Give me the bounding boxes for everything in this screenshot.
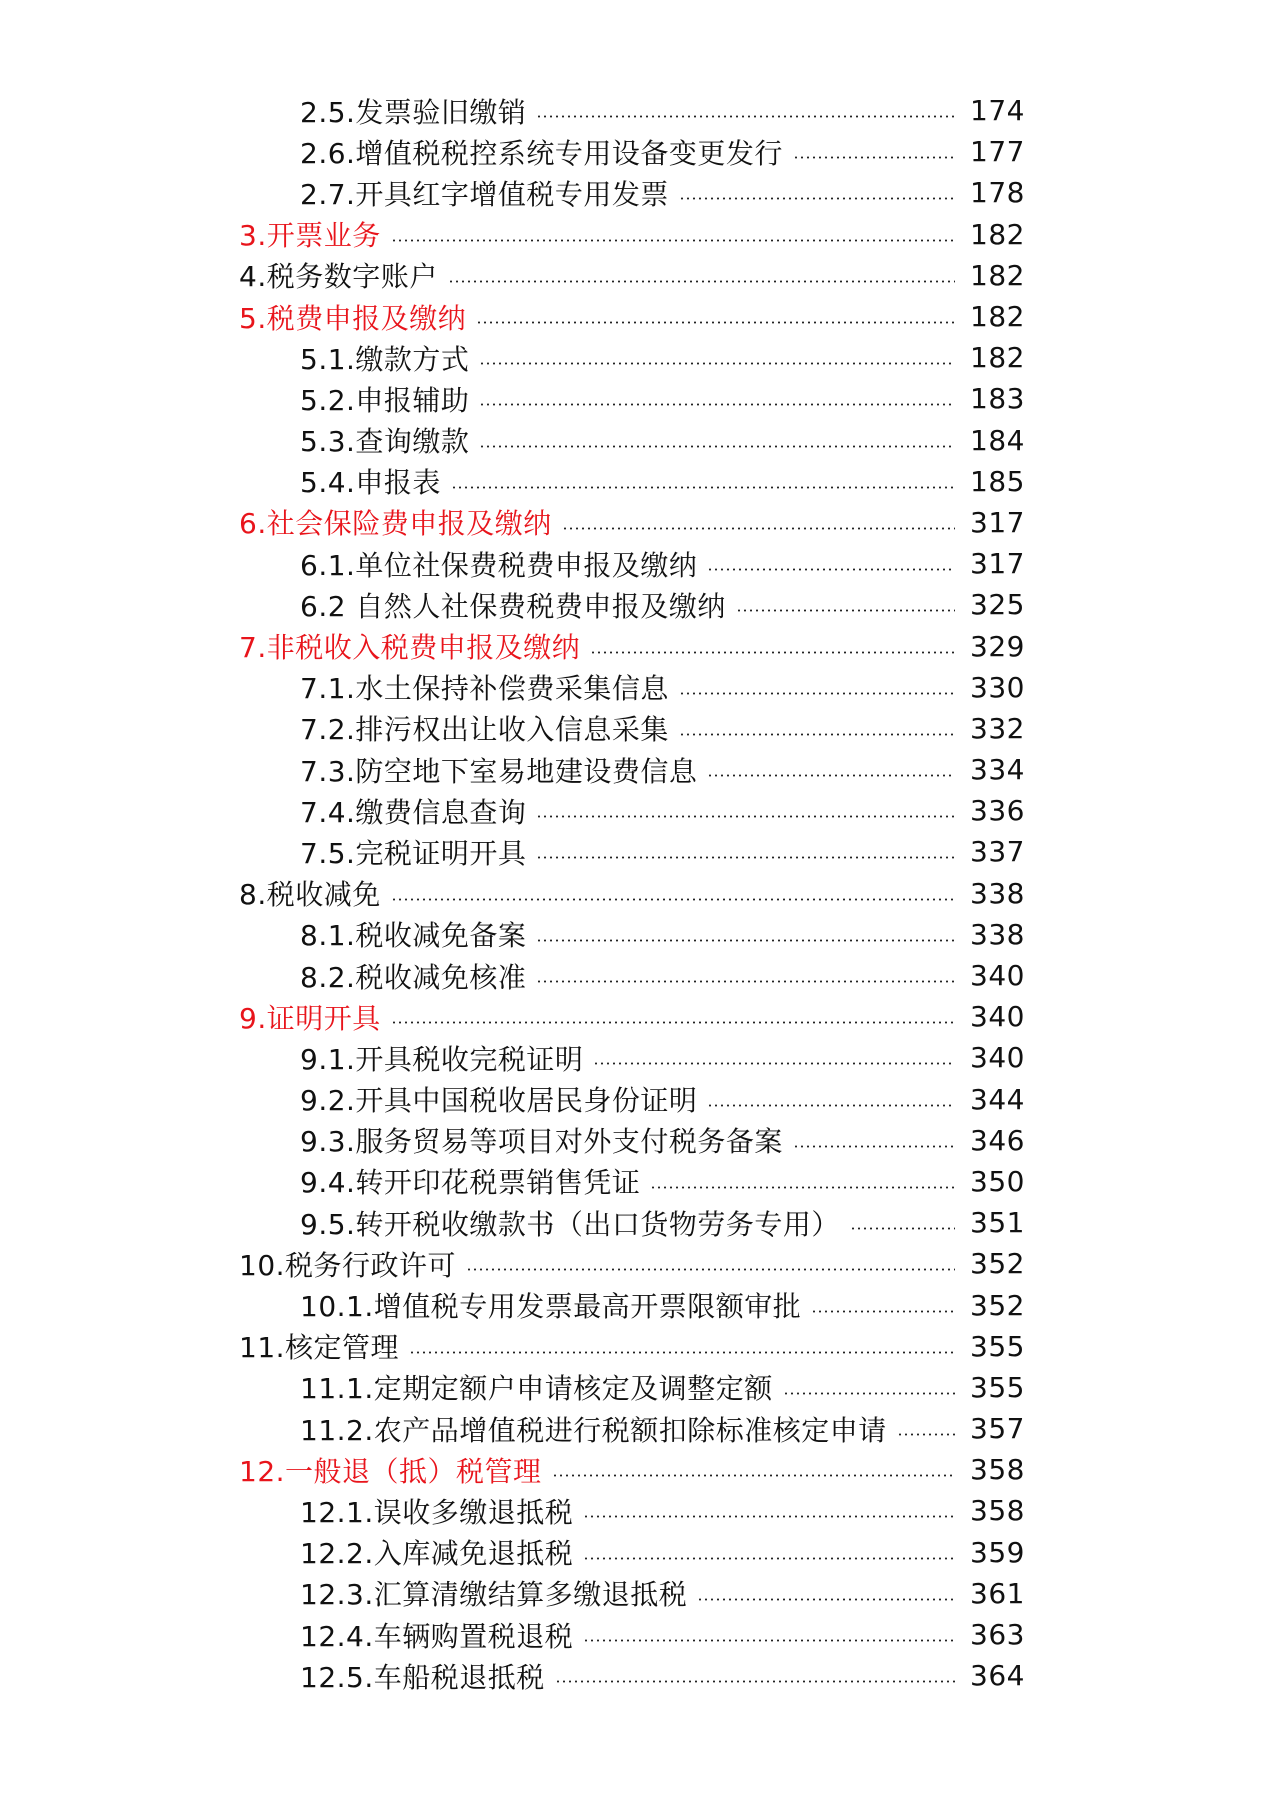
toc-entry-page-number: 351	[970, 1206, 1025, 1240]
toc-entry[interactable]	[0, 1490, 1280, 1531]
toc-entry-page-number: 340	[970, 1000, 1025, 1034]
toc-entry-title: 5.税费申报及缴纳	[239, 301, 467, 335]
toc-entry-page-number: 182	[970, 258, 1025, 292]
toc-entry-title: 7.非税收入税费申报及缴纳	[239, 631, 581, 665]
toc-entry-page-number: 317	[970, 505, 1025, 539]
toc-entry-page-number: 332	[970, 711, 1025, 745]
toc-entry-title: 12.5.车船税退抵税	[300, 1660, 545, 1694]
toc-entry-title: 6.1.单位社保费税费申报及缴纳	[300, 548, 698, 582]
dot-leader	[391, 898, 955, 901]
toc-entry-title: 11.核定管理	[239, 1331, 400, 1365]
toc-entry-page-number: 185	[970, 464, 1025, 498]
dot-leader	[679, 692, 955, 695]
toc-entry[interactable]	[0, 1037, 1280, 1078]
toc-entry[interactable]	[0, 502, 1280, 543]
dot-leader	[783, 1392, 955, 1395]
toc-entry-title: 12.2.入库减免退抵税	[300, 1537, 574, 1571]
dot-leader	[679, 733, 955, 736]
toc-entry[interactable]	[0, 873, 1280, 914]
toc-entry-title: 10.税务行政许可	[239, 1248, 457, 1282]
dot-leader	[679, 197, 955, 200]
toc-entry-page-number: 330	[970, 670, 1025, 704]
dot-leader	[583, 1515, 955, 1518]
toc-entry[interactable]	[0, 667, 1280, 708]
toc-entry-title: 11.2.农产品增值税进行税额扣除标准核定申请	[300, 1413, 887, 1447]
toc-entry[interactable]	[0, 1614, 1280, 1655]
dot-leader	[555, 1680, 955, 1683]
toc-entry-page-number: 338	[970, 917, 1025, 951]
toc-entry-title: 4.税务数字账户	[239, 260, 438, 294]
toc-entry-title: 5.4.申报表	[300, 466, 441, 500]
toc-entry[interactable]	[0, 996, 1280, 1037]
dot-leader	[536, 815, 955, 818]
toc-entry[interactable]	[0, 708, 1280, 749]
toc-entry-title: 2.6.增值税税控系统专用设备变更发行	[300, 136, 783, 170]
toc-entry[interactable]	[0, 1408, 1280, 1449]
dot-leader	[583, 1557, 955, 1560]
dot-leader	[590, 651, 955, 654]
toc-entry[interactable]	[0, 1161, 1280, 1202]
dot-leader	[476, 321, 955, 324]
dot-leader	[897, 1433, 955, 1436]
toc-entry-title: 2.7.开具红字增值税专用发票	[300, 177, 669, 211]
toc-entry-title: 6.2 自然人社保费税费申报及缴纳	[300, 589, 726, 623]
toc-entry-title: 10.1.增值税专用发票最高开票限额审批	[300, 1290, 802, 1324]
toc-entry[interactable]	[0, 131, 1280, 172]
toc-entry-page-number: 344	[970, 1082, 1025, 1116]
toc-entry-title: 8.税收减免	[239, 878, 381, 912]
dot-leader	[707, 1104, 955, 1107]
toc-entry[interactable]	[0, 1532, 1280, 1573]
dot-leader	[451, 486, 955, 489]
toc-entry-page-number: 350	[970, 1164, 1025, 1198]
toc-entry-title: 5.2.申报辅助	[300, 383, 470, 417]
toc-entry-title: 7.3.防空地下室易地建设费信息	[300, 754, 698, 788]
toc-entry-page-number: 340	[970, 959, 1025, 993]
toc-entry[interactable]	[0, 1079, 1280, 1120]
dot-leader	[593, 1062, 955, 1065]
toc-entry[interactable]	[0, 955, 1280, 996]
dot-leader	[536, 939, 955, 942]
toc-entry-page-number: 364	[970, 1659, 1025, 1693]
toc-entry-title: 11.1.定期定额户申请核定及调整定额	[300, 1372, 773, 1406]
toc-entry[interactable]	[0, 584, 1280, 625]
dot-leader	[391, 239, 955, 242]
toc-entry-title: 7.1.水土保持补偿费采集信息	[300, 672, 669, 706]
toc-entry[interactable]	[0, 214, 1280, 255]
toc-entry-page-number: 346	[970, 1123, 1025, 1157]
toc-entry-page-number: 340	[970, 1041, 1025, 1075]
toc-entry[interactable]	[0, 625, 1280, 666]
dot-leader	[697, 1598, 955, 1601]
toc-entry-page-number: 336	[970, 794, 1025, 828]
toc-entry[interactable]	[0, 749, 1280, 790]
dot-leader	[793, 1145, 955, 1148]
toc-entry-page-number: 184	[970, 423, 1025, 457]
toc-entry[interactable]	[0, 831, 1280, 872]
dot-leader	[479, 362, 955, 365]
dot-leader	[552, 1474, 955, 1477]
toc-entry-title: 12.一般退（抵）税管理	[239, 1454, 542, 1488]
toc-entry[interactable]	[0, 1573, 1280, 1614]
toc-entry-title: 9.证明开具	[239, 1001, 381, 1035]
toc-entry-title: 9.5.转开税收缴款书（出口货物劳务专用）	[300, 1207, 840, 1241]
toc-entry-page-number: 182	[970, 300, 1025, 334]
toc-entry-page-number: 358	[970, 1494, 1025, 1528]
toc-entry-title: 12.4.车辆购置税退税	[300, 1619, 574, 1653]
toc-entry-title: 6.社会保险费申报及缴纳	[239, 507, 552, 541]
toc-entry-page-number: 357	[970, 1412, 1025, 1446]
dot-leader	[562, 527, 955, 530]
dot-leader	[391, 1021, 955, 1024]
toc-entry[interactable]	[0, 1243, 1280, 1284]
toc-entry-page-number: 325	[970, 588, 1025, 622]
toc-entry-title: 9.4.转开印花税票销售凭证	[300, 1166, 641, 1200]
dot-leader	[448, 280, 955, 283]
toc-entry-title: 9.2.开具中国税收居民身份证明	[300, 1084, 698, 1118]
toc-entry-page-number: 352	[970, 1288, 1025, 1322]
toc-entry[interactable]	[0, 337, 1280, 378]
toc-entry-page-number: 352	[970, 1247, 1025, 1281]
toc-entry[interactable]	[0, 1202, 1280, 1243]
toc-entry[interactable]	[0, 378, 1280, 419]
toc-entry-title: 9.3.服务贸易等项目对外支付税务备案	[300, 1125, 783, 1159]
toc-entry[interactable]	[0, 1367, 1280, 1408]
toc-entry[interactable]	[0, 172, 1280, 213]
dot-leader	[707, 568, 955, 571]
toc-entry-title: 8.1.税收减免备案	[300, 919, 527, 953]
toc-entry[interactable]	[0, 1449, 1280, 1490]
toc-entry-page-number: 317	[970, 547, 1025, 581]
toc-entry[interactable]	[0, 1326, 1280, 1367]
dot-leader	[479, 403, 955, 406]
toc-entry-page-number: 363	[970, 1618, 1025, 1652]
toc-entry[interactable]	[0, 790, 1280, 831]
dot-leader	[536, 115, 955, 118]
toc-entry[interactable]	[0, 461, 1280, 502]
dot-leader	[583, 1639, 955, 1642]
toc-entry-title: 7.5.完税证明开具	[300, 836, 527, 870]
toc-entry-title: 12.1.误收多缴退抵税	[300, 1495, 574, 1529]
toc-entry-title: 9.1.开具税收完税证明	[300, 1042, 584, 1076]
toc-entry-page-number: 182	[970, 341, 1025, 375]
dot-leader	[466, 1268, 955, 1271]
toc-entry-page-number: 178	[970, 176, 1025, 210]
dot-leader	[793, 156, 955, 159]
toc-entry-page-number: 182	[970, 217, 1025, 251]
toc-entry-title: 8.2.税收减免核准	[300, 960, 527, 994]
toc-entry-page-number: 337	[970, 835, 1025, 869]
toc-entry-page-number: 359	[970, 1535, 1025, 1569]
toc-entry[interactable]	[0, 543, 1280, 584]
toc-entry-page-number: 183	[970, 382, 1025, 416]
toc-entry-page-number: 329	[970, 629, 1025, 663]
toc-entry[interactable]	[0, 1120, 1280, 1161]
dot-leader	[850, 1227, 955, 1230]
table-of-contents	[0, 90, 1280, 1696]
toc-entry-page-number: 361	[970, 1576, 1025, 1610]
toc-entry-title: 7.2.排污权出让收入信息采集	[300, 713, 669, 747]
toc-entry-page-number: 358	[970, 1453, 1025, 1487]
toc-entry-page-number: 355	[970, 1329, 1025, 1363]
toc-entry[interactable]	[0, 914, 1280, 955]
toc-entry-title: 5.1.缴款方式	[300, 342, 470, 376]
toc-entry[interactable]	[0, 420, 1280, 461]
dot-leader	[707, 774, 955, 777]
toc-entry-page-number: 174	[970, 94, 1025, 128]
toc-entry-title: 7.4.缴费信息查询	[300, 795, 527, 829]
dot-leader	[650, 1186, 955, 1189]
toc-entry-title: 5.3.查询缴款	[300, 425, 470, 459]
toc-entry-title: 2.5.发票验旧缴销	[300, 95, 527, 129]
toc-entry-page-number: 177	[970, 135, 1025, 169]
toc-entry[interactable]	[0, 1655, 1280, 1696]
toc-entry-title: 12.3.汇算清缴结算多缴退抵税	[300, 1578, 688, 1612]
dot-leader	[479, 445, 955, 448]
dot-leader	[536, 980, 955, 983]
toc-entry-page-number: 334	[970, 753, 1025, 787]
toc-entry-title: 3.开票业务	[239, 219, 381, 253]
dot-leader	[536, 856, 955, 859]
dot-leader	[409, 1351, 955, 1354]
toc-entry[interactable]	[0, 1284, 1280, 1325]
toc-entry[interactable]	[0, 255, 1280, 296]
toc-entry[interactable]	[0, 296, 1280, 337]
dot-leader	[811, 1310, 955, 1313]
toc-entry-page-number: 338	[970, 876, 1025, 910]
toc-entry[interactable]	[0, 90, 1280, 131]
dot-leader	[736, 609, 955, 612]
toc-entry-page-number: 355	[970, 1370, 1025, 1404]
